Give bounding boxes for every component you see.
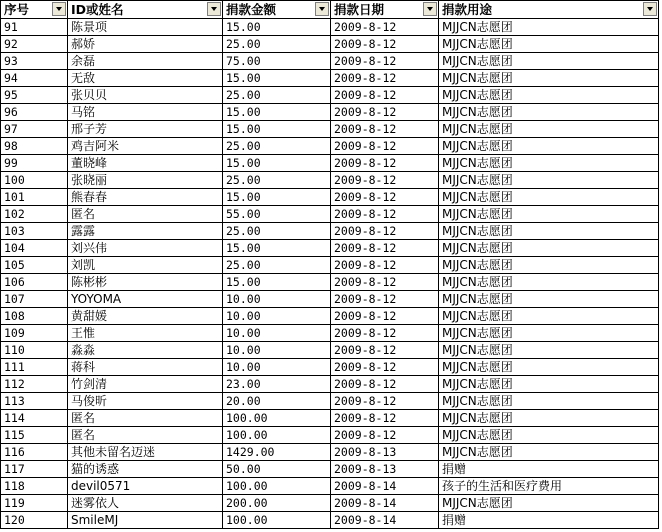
purpose-cell[interactable]: MJJCN志愿团 [439,172,659,189]
purpose-cell[interactable]: MJJCN志愿团 [439,138,659,155]
table-body [1,19,659,529]
table-row [1,206,659,223]
name-cell[interactable]: devil0571 [68,478,223,495]
header-row [1,1,659,19]
filter-dropdown-icon[interactable] [315,2,329,16]
table-row [1,155,659,172]
table-row [1,512,659,529]
serial-cell[interactable]: 115 [1,427,68,444]
date-cell[interactable]: 2009-8-12 [331,172,439,189]
header-label: 序号 [4,1,30,17]
date-cell[interactable]: 2009-8-12 [331,19,439,36]
date-cell[interactable]: 2009-8-12 [331,138,439,155]
name-cell[interactable]: 猫的诱惑 [68,461,223,478]
serial-cell[interactable]: 111 [1,359,68,376]
serial-cell[interactable]: 103 [1,223,68,240]
amount-cell[interactable]: 100.00 [223,512,331,529]
name-cell[interactable]: 陈景项 [68,19,223,36]
table-row [1,257,659,274]
header-cell-purpose[interactable] [439,1,659,19]
date-cell[interactable]: 2009-8-12 [331,70,439,87]
serial-cell[interactable]: 106 [1,274,68,291]
serial-cell[interactable]: 118 [1,478,68,495]
amount-cell[interactable]: 10.00 [223,342,331,359]
purpose-cell[interactable]: MJJCN志愿团 [439,104,659,121]
name-cell[interactable]: 露露 [68,223,223,240]
serial-cell[interactable]: 119 [1,495,68,512]
table-row [1,36,659,53]
date-cell[interactable]: 2009-8-12 [331,427,439,444]
serial-cell[interactable]: 93 [1,53,68,70]
serial-cell[interactable]: 94 [1,70,68,87]
table-row [1,308,659,325]
table-row [1,461,659,478]
table-row [1,359,659,376]
date-cell[interactable]: 2009-8-12 [331,53,439,70]
date-cell[interactable]: 2009-8-12 [331,36,439,53]
filter-dropdown-icon[interactable] [643,2,657,16]
name-cell[interactable]: YOYOMA [68,291,223,308]
purpose-cell[interactable]: 孩子的生活和医疗费用 [439,478,659,495]
date-cell[interactable]: 2009-8-12 [331,376,439,393]
header-label: ID或姓名 [71,1,124,17]
purpose-cell[interactable]: MJJCN志愿团 [439,308,659,325]
amount-cell[interactable]: 15.00 [223,189,331,206]
table-row [1,291,659,308]
date-cell[interactable]: 2009-8-12 [331,342,439,359]
header-label: 捐款日期 [334,1,385,17]
filter-dropdown-icon[interactable] [423,2,437,16]
date-cell[interactable]: 2009-8-12 [331,104,439,121]
serial-cell[interactable]: 95 [1,87,68,104]
table-header [1,1,659,19]
date-cell[interactable]: 2009-8-12 [331,223,439,240]
purpose-cell[interactable]: MJJCN志愿团 [439,70,659,87]
amount-cell[interactable]: 15.00 [223,19,331,36]
serial-cell[interactable]: 107 [1,291,68,308]
table-row [1,274,659,291]
serial-cell[interactable]: 109 [1,325,68,342]
date-cell[interactable]: 2009-8-13 [331,461,439,478]
name-cell[interactable]: 陈彬彬 [68,274,223,291]
amount-cell[interactable]: 10.00 [223,325,331,342]
date-cell[interactable]: 2009-8-12 [331,291,439,308]
table-row [1,87,659,104]
date-cell[interactable]: 2009-8-12 [331,393,439,410]
serial-cell[interactable]: 92 [1,36,68,53]
name-cell[interactable]: 余磊 [68,53,223,70]
name-cell[interactable]: 马俊昕 [68,393,223,410]
date-cell[interactable]: 2009-8-12 [331,257,439,274]
name-cell[interactable]: 马铭 [68,104,223,121]
name-cell[interactable]: 熊春春 [68,189,223,206]
date-cell[interactable]: 2009-8-12 [331,359,439,376]
name-cell[interactable]: 无敌 [68,70,223,87]
date-cell[interactable]: 2009-8-12 [331,87,439,104]
name-cell[interactable]: 匿名 [68,206,223,223]
name-cell[interactable]: 郝娇 [68,36,223,53]
amount-cell[interactable]: 55.00 [223,206,331,223]
purpose-cell[interactable]: MJJCN志愿团 [439,240,659,257]
amount-cell[interactable]: 100.00 [223,410,331,427]
table-row [1,223,659,240]
table-row [1,325,659,342]
amount-cell[interactable]: 25.00 [223,223,331,240]
date-cell[interactable]: 2009-8-12 [331,240,439,257]
name-cell[interactable]: 竹剑清 [68,376,223,393]
serial-cell[interactable]: 105 [1,257,68,274]
date-cell[interactable]: 2009-8-14 [331,495,439,512]
serial-cell[interactable]: 99 [1,155,68,172]
name-cell[interactable]: SmileMJ [68,512,223,529]
header-cell-name[interactable] [68,1,223,19]
header-label: 捐款金额 [226,1,277,17]
purpose-cell[interactable]: MJJCN志愿团 [439,257,659,274]
table-row [1,53,659,70]
name-cell[interactable]: 鸡吉阿米 [68,138,223,155]
serial-cell[interactable]: 112 [1,376,68,393]
filter-dropdown-icon[interactable] [52,2,66,16]
serial-cell[interactable]: 96 [1,104,68,121]
purpose-cell[interactable]: 捐赠 [439,461,659,478]
name-cell[interactable]: 刘凯 [68,257,223,274]
purpose-cell[interactable]: MJJCN志愿团 [439,325,659,342]
purpose-cell[interactable]: MJJCN志愿团 [439,36,659,53]
serial-cell[interactable]: 98 [1,138,68,155]
table-row [1,478,659,495]
amount-cell[interactable]: 75.00 [223,53,331,70]
serial-cell[interactable]: 104 [1,240,68,257]
purpose-cell[interactable]: MJJCN志愿团 [439,223,659,240]
date-cell[interactable]: 2009-8-12 [331,206,439,223]
amount-cell[interactable]: 25.00 [223,138,331,155]
amount-cell[interactable]: 200.00 [223,495,331,512]
serial-cell[interactable]: 113 [1,393,68,410]
amount-cell[interactable]: 25.00 [223,36,331,53]
purpose-cell[interactable]: MJJCN志愿团 [439,274,659,291]
purpose-cell[interactable]: MJJCN志愿团 [439,427,659,444]
name-cell[interactable]: 迷雾依人 [68,495,223,512]
date-cell[interactable]: 2009-8-12 [331,189,439,206]
table-row [1,427,659,444]
serial-cell[interactable]: 116 [1,444,68,461]
serial-cell[interactable]: 120 [1,512,68,529]
amount-cell[interactable]: 100.00 [223,427,331,444]
serial-cell[interactable]: 101 [1,189,68,206]
date-cell[interactable]: 2009-8-12 [331,410,439,427]
date-cell[interactable]: 2009-8-12 [331,325,439,342]
purpose-cell[interactable]: MJJCN志愿团 [439,19,659,36]
name-cell[interactable]: 张晓丽 [68,172,223,189]
amount-cell[interactable]: 15.00 [223,274,331,291]
serial-cell[interactable]: 108 [1,308,68,325]
amount-cell[interactable]: 50.00 [223,461,331,478]
header-cell-amount[interactable] [223,1,331,19]
name-cell[interactable]: 刘兴伟 [68,240,223,257]
serial-cell[interactable]: 117 [1,461,68,478]
date-cell[interactable]: 2009-8-12 [331,155,439,172]
table-row [1,19,659,36]
table-row [1,104,659,121]
name-cell[interactable]: 淼淼 [68,342,223,359]
amount-cell[interactable]: 100.00 [223,478,331,495]
name-cell[interactable]: 王惟 [68,325,223,342]
name-cell[interactable]: 匿名 [68,427,223,444]
amount-cell[interactable]: 15.00 [223,240,331,257]
purpose-cell[interactable]: MJJCN志愿团 [439,87,659,104]
serial-cell[interactable]: 97 [1,121,68,138]
name-cell[interactable]: 匿名 [68,410,223,427]
name-cell[interactable]: 邢子芳 [68,121,223,138]
amount-cell[interactable]: 15.00 [223,121,331,138]
purpose-cell[interactable]: MJJCN志愿团 [439,121,659,138]
table-row [1,444,659,461]
filter-dropdown-icon[interactable] [207,2,221,16]
purpose-cell[interactable]: MJJCN志愿团 [439,393,659,410]
amount-cell[interactable]: 10.00 [223,291,331,308]
purpose-cell[interactable]: MJJCN志愿团 [439,189,659,206]
table-row [1,342,659,359]
name-cell[interactable]: 其他未留名迈迷 [68,444,223,461]
amount-cell[interactable]: 23.00 [223,376,331,393]
table-row [1,410,659,427]
purpose-cell[interactable]: MJJCN志愿团 [439,410,659,427]
date-cell[interactable]: 2009-8-12 [331,308,439,325]
date-cell[interactable]: 2009-8-14 [331,512,439,529]
purpose-cell[interactable]: MJJCN志愿团 [439,155,659,172]
name-cell[interactable]: 张贝贝 [68,87,223,104]
amount-cell[interactable]: 15.00 [223,70,331,87]
purpose-cell[interactable]: MJJCN志愿团 [439,342,659,359]
table-row [1,376,659,393]
date-cell[interactable]: 2009-8-14 [331,478,439,495]
serial-cell[interactable]: 114 [1,410,68,427]
table-row [1,172,659,189]
purpose-cell[interactable]: MJJCN志愿团 [439,444,659,461]
amount-cell[interactable]: 20.00 [223,393,331,410]
header-label: 捐款用途 [442,1,493,17]
amount-cell[interactable]: 25.00 [223,87,331,104]
serial-cell[interactable]: 102 [1,206,68,223]
name-cell[interactable]: 蒋科 [68,359,223,376]
serial-cell[interactable]: 110 [1,342,68,359]
table-row [1,393,659,410]
name-cell[interactable]: 董晓峰 [68,155,223,172]
header-cell-serial[interactable] [1,1,68,19]
amount-cell[interactable]: 15.00 [223,155,331,172]
table-row [1,121,659,138]
name-cell[interactable]: 黄甜媛 [68,308,223,325]
purpose-cell[interactable]: 捐赠 [439,512,659,529]
date-cell[interactable]: 2009-8-12 [331,121,439,138]
serial-cell[interactable]: 100 [1,172,68,189]
amount-cell[interactable]: 25.00 [223,172,331,189]
purpose-cell[interactable]: MJJCN志愿团 [439,495,659,512]
date-cell[interactable]: 2009-8-13 [331,444,439,461]
table-row [1,240,659,257]
table-row [1,189,659,206]
amount-cell[interactable]: 15.00 [223,104,331,121]
amount-cell[interactable]: 10.00 [223,359,331,376]
purpose-cell[interactable]: MJJCN志愿团 [439,291,659,308]
purpose-cell[interactable]: MJJCN志愿团 [439,53,659,70]
table-row [1,70,659,87]
table-row [1,138,659,155]
purpose-cell[interactable]: MJJCN志愿团 [439,376,659,393]
header-cell-date[interactable] [331,1,439,19]
date-cell[interactable]: 2009-8-12 [331,274,439,291]
serial-cell[interactable]: 91 [1,19,68,36]
amount-cell[interactable]: 10.00 [223,308,331,325]
amount-cell[interactable]: 25.00 [223,257,331,274]
amount-cell[interactable]: 1429.00 [223,444,331,461]
purpose-cell[interactable]: MJJCN志愿团 [439,359,659,376]
purpose-cell[interactable]: MJJCN志愿团 [439,206,659,223]
table-row [1,495,659,512]
